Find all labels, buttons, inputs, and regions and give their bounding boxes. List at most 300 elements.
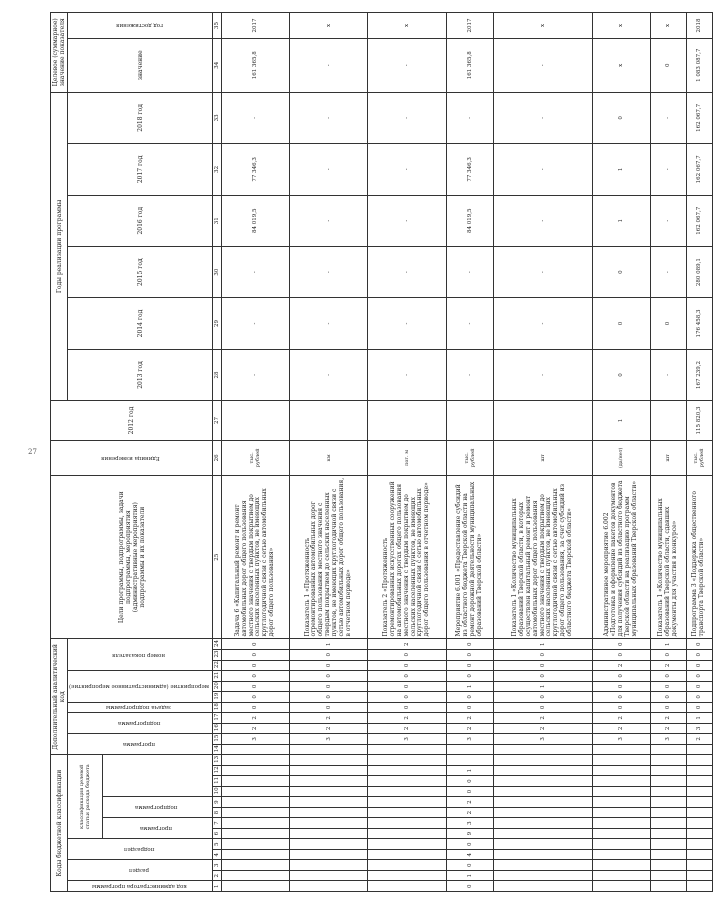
column-number: 19 xyxy=(213,692,222,703)
goal-text-cell: Мероприятие 6.001 «Предоставление субсидий из областного бюджета Тверской области на ремонт дорожной деятельности муниципальных образований Тверской области» xyxy=(446,475,493,639)
code-cell: 2 xyxy=(593,713,650,724)
code-cell xyxy=(650,818,686,829)
years-header: Годы реализации программы xyxy=(51,92,68,401)
code-cell: 3 xyxy=(446,734,493,745)
year-value-cell: 0 xyxy=(650,298,686,349)
column-number: 21 xyxy=(213,671,222,682)
code-cell xyxy=(593,849,650,860)
code-cell xyxy=(650,786,686,797)
year-2012-cell xyxy=(493,401,593,441)
year-value-cell: 0 xyxy=(593,246,650,297)
code-cell xyxy=(222,786,290,797)
code-cell: 0 xyxy=(446,839,493,850)
code-cell xyxy=(493,839,593,850)
year-value-cell: - xyxy=(650,144,686,195)
year-value-cell: - xyxy=(650,195,686,246)
value-header: значение xyxy=(68,38,213,92)
year-value-cell: - xyxy=(368,298,446,349)
year-value-cell: 162 067,7 xyxy=(686,195,712,246)
year-2012-cell xyxy=(289,401,367,441)
column-number: 3 xyxy=(213,860,222,871)
code-cell: 0 xyxy=(446,776,493,787)
column-number: 9 xyxy=(213,797,222,808)
year-value-cell: - xyxy=(446,349,493,400)
sub-task: задача подпрограммы xyxy=(68,702,213,713)
code-cell: 0 xyxy=(222,660,290,671)
year-value-cell: 162 067,7 xyxy=(686,92,712,143)
year-value-cell: - xyxy=(368,246,446,297)
code-cell xyxy=(593,870,650,881)
year-value-cell: 84 019,5 xyxy=(446,195,493,246)
code-cell: 2 xyxy=(493,723,593,734)
code-cell xyxy=(686,797,712,808)
goal-text-cell: Задача 6 «Капитальный ремонт и ремонт автомобильных дорог общего пользования местного значения с твердым покрытием до сельских населенных пунктов, не имеющих круглогодичной связи с сетью автомобильных дорог общего пользования» xyxy=(222,475,290,639)
year-value-cell: - xyxy=(368,144,446,195)
code-cell xyxy=(686,870,712,881)
code-cell xyxy=(289,776,367,787)
code-cell: 3 xyxy=(650,734,686,745)
code-cell: 2 xyxy=(650,660,686,671)
code-cell: 0 xyxy=(222,639,290,650)
code-cell xyxy=(686,755,712,766)
year-value-cell: - xyxy=(493,246,593,297)
code-cell xyxy=(650,860,686,871)
code-cell xyxy=(493,828,593,839)
year-2012-cell xyxy=(368,401,446,441)
budget-class-header: Коды бюджетной классификации xyxy=(51,755,68,892)
code-cell: 3 xyxy=(289,734,367,745)
code-cell: 0 xyxy=(222,702,290,713)
sub-indicator: номер показателя xyxy=(68,639,213,671)
code-cell xyxy=(493,755,593,766)
column-number: 26 xyxy=(213,440,222,475)
achieve-year-cell: x xyxy=(650,13,686,39)
sub-subprogram: подпрограмма xyxy=(68,713,213,734)
code-cell xyxy=(650,744,686,755)
goal-text-cell: Показатель 2 «Протяженность отремонтированных искусственных сооружений на автомобильных дорогах общего пользования местного значения с твердым покрытием до сельских населенных пунктов, не имеющих круглогодичной связи с сетью автомобильных дорог общего пользования в отчетном периоде» xyxy=(368,475,446,639)
code-cell xyxy=(222,870,290,881)
code-cell: 1 xyxy=(446,765,493,776)
code-cell xyxy=(289,786,367,797)
year-col-2018: 2018 год xyxy=(68,92,213,143)
code-cell xyxy=(686,776,712,787)
column-number: 28 xyxy=(213,349,222,400)
code-cell xyxy=(289,849,367,860)
code-cell xyxy=(368,765,446,776)
code-cell xyxy=(650,828,686,839)
code-cell xyxy=(593,828,650,839)
year-2012-cell: 1 xyxy=(593,401,650,441)
code-cell: 0 xyxy=(368,660,446,671)
year-2012-cell xyxy=(446,401,493,441)
code-cell xyxy=(368,818,446,829)
code-cell: 0 xyxy=(289,702,367,713)
table-body xyxy=(222,13,713,892)
year-col-2014: 2014 год xyxy=(68,298,213,349)
code-cell xyxy=(289,755,367,766)
table-row xyxy=(368,13,446,892)
code-cell: 0 xyxy=(593,639,650,650)
table-row xyxy=(493,13,593,892)
code-cell: 0 xyxy=(368,681,446,692)
achieve-year-cell: x xyxy=(593,13,650,39)
code-cell: 0 xyxy=(593,671,650,682)
code-cell xyxy=(368,849,446,860)
year-2012-cell xyxy=(650,401,686,441)
header-row-1 xyxy=(51,13,68,892)
code-cell xyxy=(289,744,367,755)
code-cell xyxy=(222,744,290,755)
final-value-cell: - xyxy=(368,38,446,92)
goal-column-header: Цели программы, подпрограммы, задачи подпрограммы, мероприятия (административные мероприятия) подпрограммы и их показатели xyxy=(51,475,213,639)
unit-cell: тыс. рублей xyxy=(222,440,290,475)
code-cell xyxy=(289,765,367,776)
code-cell: 1 xyxy=(650,639,686,650)
year-value-cell: - xyxy=(446,92,493,143)
table-row xyxy=(593,13,650,892)
code-cell: 0 xyxy=(446,639,493,650)
table-row xyxy=(650,13,686,892)
code-cell: 3 xyxy=(368,734,446,745)
goal-text-cell: Показатель 1 «Количество муниципальных образований Тверской области, сдавших документы для участия в конкурсе» xyxy=(650,475,686,639)
code-cell xyxy=(593,797,650,808)
code-cell xyxy=(368,797,446,808)
unit-cell: (да/нет) xyxy=(593,440,650,475)
code-cell: 0 xyxy=(446,702,493,713)
column-number: 4 xyxy=(213,849,222,860)
code-cell xyxy=(650,849,686,860)
code-cell xyxy=(650,797,686,808)
code-cell: 2 xyxy=(493,713,593,724)
code-cell: 0 xyxy=(368,671,446,682)
unit-cell: шт xyxy=(650,440,686,475)
code-cell: 1 xyxy=(686,713,712,724)
code-cell: 0 xyxy=(686,671,712,682)
achieve-year-cell: x xyxy=(289,13,367,39)
code-cell: 0 xyxy=(446,786,493,797)
code-cell xyxy=(493,849,593,860)
column-number: 23 xyxy=(213,650,222,661)
sub-program: программа xyxy=(68,734,213,755)
code-cell: 0 xyxy=(686,650,712,661)
code-cell: 0 xyxy=(650,681,686,692)
column-number: 15 xyxy=(213,734,222,745)
code-cell: 4 xyxy=(446,849,493,860)
column-number: 6 xyxy=(213,828,222,839)
year-value-cell: 162 067,7 xyxy=(686,144,712,195)
year-value-cell: - xyxy=(493,349,593,400)
code-cell xyxy=(593,755,650,766)
rotated-table-sheet xyxy=(50,12,706,892)
program-indicators-table xyxy=(50,12,713,892)
code-cell: 0 xyxy=(493,671,593,682)
column-number: 22 xyxy=(213,660,222,671)
code-cell xyxy=(368,776,446,787)
year-value-cell: 77 346,3 xyxy=(446,144,493,195)
sub-program-target: программа xyxy=(102,818,212,839)
code-cell xyxy=(222,860,290,871)
year-value-cell: - xyxy=(368,349,446,400)
column-number: 31 xyxy=(213,195,222,246)
code-cell: 2 xyxy=(368,639,446,650)
sub-direction-target xyxy=(102,755,212,797)
code-cell xyxy=(493,797,593,808)
year-value-cell: - xyxy=(650,246,686,297)
code-cell xyxy=(289,818,367,829)
code-cell xyxy=(368,860,446,871)
code-cell: 0 xyxy=(686,660,712,671)
year-value-cell: - xyxy=(650,92,686,143)
year-2012-header: 2012 год xyxy=(51,401,213,441)
code-cell: 0 xyxy=(493,692,593,703)
code-cell: 0 xyxy=(650,650,686,661)
code-cell xyxy=(289,807,367,818)
achieve-year-cell: 2018 xyxy=(686,13,712,39)
code-cell: 3 xyxy=(446,818,493,829)
code-cell xyxy=(222,849,290,860)
column-number: 14 xyxy=(213,744,222,755)
code-cell: 0 xyxy=(446,881,493,892)
achieve-year-cell: 2017 xyxy=(222,13,290,39)
unit-cell: тыс. рублей xyxy=(446,440,493,475)
achieve-year-cell: x xyxy=(368,13,446,39)
code-cell: 0 xyxy=(289,650,367,661)
code-cell xyxy=(222,828,290,839)
code-cell xyxy=(493,776,593,787)
code-cell: 3 xyxy=(593,734,650,745)
year-value-cell: 77 346,3 xyxy=(222,144,290,195)
code-cell xyxy=(593,786,650,797)
code-cell: 2 xyxy=(446,723,493,734)
code-cell: 0 xyxy=(446,650,493,661)
code-cell: 0 xyxy=(446,660,493,671)
final-value-cell: 0 xyxy=(650,38,686,92)
code-cell xyxy=(289,881,367,892)
year-col-2016: 2016 год xyxy=(68,195,213,246)
sub-activity: мероприятие (административное мероприятие) xyxy=(68,671,213,703)
column-number: 33 xyxy=(213,92,222,143)
year-value-cell: - xyxy=(289,246,367,297)
code-cell: 2 xyxy=(289,713,367,724)
code-cell xyxy=(686,765,712,776)
code-cell xyxy=(222,776,290,787)
code-cell xyxy=(368,755,446,766)
code-cell xyxy=(593,860,650,871)
table-row xyxy=(686,13,712,892)
year-value-cell: - xyxy=(222,92,290,143)
year-value-cell: 176 458,3 xyxy=(686,298,712,349)
code-cell: 0 xyxy=(593,681,650,692)
year-value-cell: - xyxy=(222,349,290,400)
code-cell xyxy=(593,776,650,787)
code-cell xyxy=(289,839,367,850)
code-cell xyxy=(493,786,593,797)
sub-class-target: классификация целевой статьи расхода бюджета xyxy=(68,755,103,839)
code-cell: 0 xyxy=(686,639,712,650)
code-cell: 0 xyxy=(368,702,446,713)
column-number: 10 xyxy=(213,786,222,797)
column-number: 34 xyxy=(213,38,222,92)
year-value-cell: - xyxy=(222,298,290,349)
unit-cell: шт xyxy=(493,440,593,475)
code-cell xyxy=(650,755,686,766)
table-row xyxy=(289,13,367,892)
final-value-cell: - xyxy=(493,38,593,92)
year-value-cell: - xyxy=(289,144,367,195)
page-number: 27 xyxy=(28,448,37,456)
column-number: 18 xyxy=(213,702,222,713)
code-cell xyxy=(222,807,290,818)
code-cell xyxy=(222,765,290,776)
code-cell xyxy=(368,839,446,850)
year-value-cell: - xyxy=(446,298,493,349)
code-cell xyxy=(686,839,712,850)
code-cell: 0 xyxy=(289,692,367,703)
year-2012-cell: 115 820,3 xyxy=(686,401,712,441)
code-cell: 0 xyxy=(289,671,367,682)
code-cell xyxy=(650,839,686,850)
analytic-code-header: Дополнительный аналитический код xyxy=(51,639,68,755)
final-value-cell: 161 365,8 xyxy=(446,38,493,92)
code-cell: 3 xyxy=(686,723,712,734)
column-number: 35 xyxy=(213,13,222,39)
code-cell xyxy=(686,849,712,860)
sub-admin: код администратора программы xyxy=(68,881,213,892)
column-number-row xyxy=(213,13,222,892)
column-number: 25 xyxy=(213,475,222,639)
year-value-cell: - xyxy=(289,298,367,349)
code-cell xyxy=(493,860,593,871)
column-number: 12 xyxy=(213,765,222,776)
year-value-cell: - xyxy=(289,92,367,143)
code-cell xyxy=(650,881,686,892)
code-cell: 0 xyxy=(222,671,290,682)
code-cell xyxy=(368,828,446,839)
code-cell: 9 xyxy=(446,828,493,839)
code-cell xyxy=(686,828,712,839)
column-number: 17 xyxy=(213,713,222,724)
code-cell xyxy=(222,797,290,808)
code-cell xyxy=(593,818,650,829)
year-col-2015: 2015 год xyxy=(68,246,213,297)
code-cell: 0 xyxy=(446,692,493,703)
final-value-cell: 161 365,8 xyxy=(222,38,290,92)
code-cell: 0 xyxy=(493,650,593,661)
column-number: 32 xyxy=(213,144,222,195)
column-number: 16 xyxy=(213,723,222,734)
code-cell xyxy=(650,870,686,881)
column-number: 24 xyxy=(213,639,222,650)
code-cell xyxy=(650,776,686,787)
code-cell xyxy=(222,881,290,892)
final-value-cell: x xyxy=(593,38,650,92)
code-cell xyxy=(493,744,593,755)
column-number: 1 xyxy=(213,881,222,892)
column-number: 7 xyxy=(213,818,222,829)
sub-subprogram-target: подпрограмма xyxy=(102,797,212,818)
year-value-cell: - xyxy=(446,246,493,297)
column-number: 29 xyxy=(213,298,222,349)
column-number: 2 xyxy=(213,870,222,881)
code-cell xyxy=(289,828,367,839)
code-cell: 0 xyxy=(493,702,593,713)
code-cell xyxy=(686,818,712,829)
code-cell: 3 xyxy=(222,734,290,745)
code-cell xyxy=(368,870,446,881)
code-cell: 0 xyxy=(686,702,712,713)
code-cell xyxy=(493,765,593,776)
year-value-cell: 0 xyxy=(593,349,650,400)
table-row xyxy=(222,13,290,892)
code-cell xyxy=(368,807,446,818)
goal-text-cell: Показатель 1 «Количество муниципальных образований Тверской области, в которых осуществлен капитальный ремонт и ремонт автомобильных дорог общего пользования местного значения с твердым покрытием до сельских населенных пунктов, не имеющих круглогодичной связи с сетью автомобильных дорог общего пользования, за счет субсидий из областного бюджета Тверской области» xyxy=(493,475,593,639)
achieve-year-cell: x xyxy=(493,13,593,39)
year-2012-cell xyxy=(222,401,290,441)
code-cell xyxy=(446,744,493,755)
code-cell: 2 xyxy=(368,723,446,734)
year-value-cell: 1 xyxy=(593,195,650,246)
code-cell: 0 xyxy=(593,702,650,713)
year-value-cell: 167 239,2 xyxy=(686,349,712,400)
code-cell: 1 xyxy=(493,639,593,650)
code-cell xyxy=(686,807,712,818)
year-value-cell: - xyxy=(368,92,446,143)
final-value-header: Целевое (суммарное) значение показателя xyxy=(51,13,68,93)
goal-text-cell: Подпрограмма 3 «Поддержка общественного транспорта Тверской области» xyxy=(686,475,712,639)
goal-text-cell: Административное мероприятие 6.002 «Подготовка и оформление пакетов документов для получения субсидий из областного бюджета Тверской области на реализацию программ муниципальных образований Тверской области» xyxy=(593,475,650,639)
code-cell: 1 xyxy=(289,639,367,650)
code-cell xyxy=(493,807,593,818)
code-cell xyxy=(650,807,686,818)
code-cell xyxy=(289,870,367,881)
unit-cell: км xyxy=(289,440,367,475)
unit-cell: тыс. рублей xyxy=(686,440,712,475)
code-cell xyxy=(493,870,593,881)
code-cell xyxy=(650,765,686,776)
code-cell: 2 xyxy=(446,713,493,724)
unit-column-header: Единица измерения xyxy=(51,440,213,475)
final-value-cell: - xyxy=(289,38,367,92)
year-value-cell: 0 xyxy=(593,298,650,349)
code-cell: 0 xyxy=(493,660,593,671)
year-value-cell: - xyxy=(368,195,446,246)
year-value-cell: - xyxy=(289,349,367,400)
year-value-cell: - xyxy=(222,246,290,297)
column-number: 5 xyxy=(213,839,222,850)
code-cell xyxy=(289,797,367,808)
code-cell xyxy=(686,881,712,892)
code-cell xyxy=(686,744,712,755)
code-cell xyxy=(222,818,290,829)
achieve-year-header: год достижения xyxy=(68,13,213,39)
code-cell xyxy=(446,755,493,766)
code-cell: 1 xyxy=(493,681,593,692)
column-number: 11 xyxy=(213,776,222,787)
code-cell xyxy=(593,765,650,776)
sub-podrazdel: подраздел xyxy=(68,839,213,860)
code-cell: 1 xyxy=(446,870,493,881)
code-cell: 2 xyxy=(222,723,290,734)
code-cell: 2 xyxy=(650,713,686,724)
code-cell: 2 xyxy=(446,807,493,818)
code-cell: 0 xyxy=(222,650,290,661)
year-value-cell: - xyxy=(650,349,686,400)
code-cell: 2 xyxy=(686,734,712,745)
code-cell: 1 xyxy=(446,681,493,692)
year-col-2013: 2013 год xyxy=(68,349,213,400)
code-cell: 2 xyxy=(446,797,493,808)
code-cell xyxy=(368,786,446,797)
